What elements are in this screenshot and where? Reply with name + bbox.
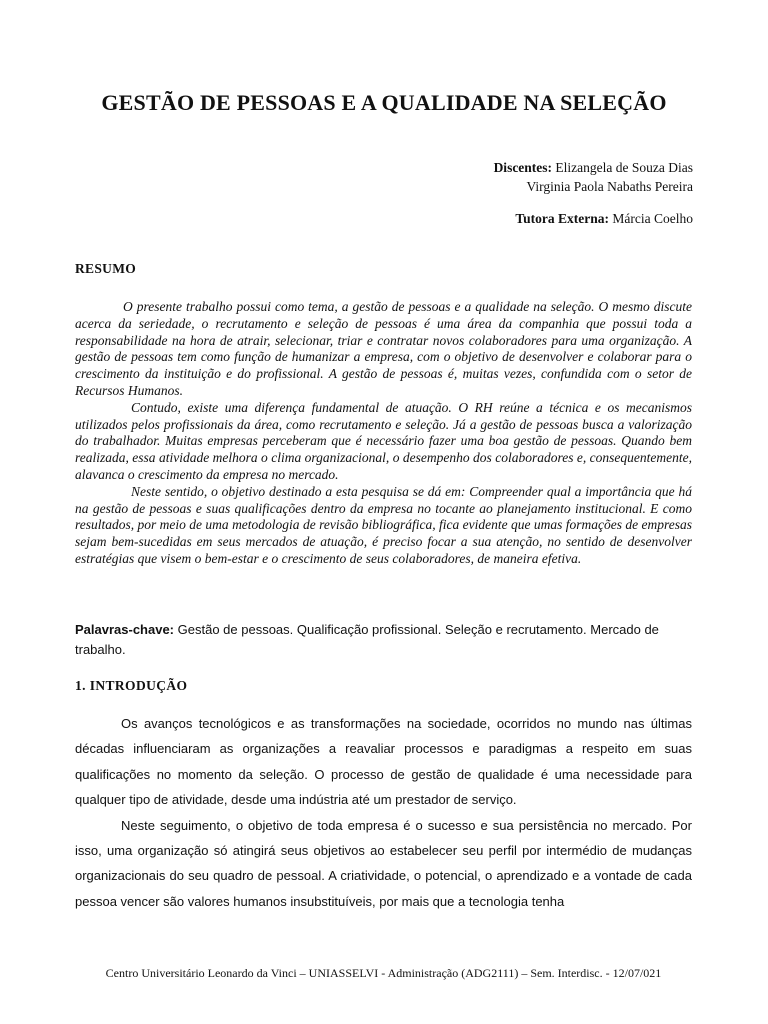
abstract-paragraph-2: Contudo, existe uma diferença fundamental de atuação. O RH reúne a técnica e os mecanismos utilizados pelos profissionais da área, como recrutamento e seleção. Já a gestão de pessoas busca a valorização do trabalhador. Muitas empresas perceberam que é necessário fazer uma boa gestão de pessoas. Quando bem realizada, essa atividade melhora o clima organizacional, o desempenho dos colaboradores e, consequentemente, alavanca o crescimento da empresa no mercado. (75, 399, 692, 482)
tutor-name: Márcia Coelho (612, 211, 693, 226)
paper-title: GESTÃO DE PESSOAS E A QUALIDADE NA SELEÇÃO (101, 90, 667, 115)
author-name-2: Virginia Paola Nabaths Pereira (526, 179, 693, 194)
author-line-1 (494, 158, 693, 177)
page-footer: Centro Universitário Leonardo da Vinci – UNIASSELVI - Administração (ADG2111) – Sem. Interdisc. - 12/07/021 (105, 966, 662, 980)
keywords-block (75, 620, 692, 659)
introduction-body (75, 711, 692, 914)
tutor-block (515, 209, 693, 228)
introduction-heading: 1. INTRODUÇÃO (75, 678, 188, 693)
tutor-label: Tutora Externa: (515, 211, 610, 226)
abstract-paragraph-3: Neste sentido, o objetivo destinado a esta pesquisa se dá em: Compreender qual a importância que há na gestão de pessoas e suas qualificações dentro da empresa no tocante ao planejamento institucional. E como resultados, por meio de uma metodologia de revisão bibliográfica, fica evidente que umas formações de empresas sejam bem-sucedidas em seus mercados de atuação, é preciso focar a sua atenção, no sentido de desenvolver estratégias que visem o bem-estar e o crescimento de seus colaboradores, de maneira efetiva. (75, 483, 692, 566)
authors-block (494, 158, 693, 196)
introduction-paragraph-2: Neste seguimento, o objetivo de toda empresa é o sucesso e sua persistência no mercado. Por isso, uma organização só atingirá seus objetivos ao estabelecer seu perfil por intermédio de mudanças organizacionais do seu quadro de pessoal. A criatividade, o potencial, o aprendizado e a vontade de cada pessoa vencer são valores humanos insubstituíveis, por mais que a tecnologia tenha (75, 817, 692, 909)
keywords-label: Palavras-chave: (75, 622, 175, 637)
authors-label: Discentes: (493, 160, 553, 175)
author-name-1: Elizangela de Souza Dias (555, 160, 693, 175)
abstract-heading: RESUMO (75, 261, 137, 276)
author-line-2 (494, 177, 693, 196)
abstract-body (75, 299, 692, 568)
keywords-text: Gestão de pessoas. Qualificação profissional. Seleção e recrutamento. Mercado de trabalho. (75, 622, 659, 657)
introduction-paragraph-1: Os avanços tecnológicos e as transformações na sociedade, ocorridos no mundo nas últimas décadas influenciaram as organizações a reavaliar processos e paradigmas a respeito em suas qualificações no momento da seleção. O processo de gestão de qualidade é uma necessidade para qualquer tipo de atividade, desde uma indústria até um prestador de serviço. (75, 716, 692, 808)
abstract-paragraph-1: O presente trabalho possui como tema, a gestão de pessoas e a qualidade na seleção. O mesmo discute acerca da seriedade, o recrutamento e seleção de pessoas é uma área da companhia que possui toda a responsabilidade na hora de atrair, selecionar, triar e contratar novos colaboradores para uma organização. A gestão de pessoas tem como função de humanizar a empresa, com o objetivo de desenvolver e colaborar para o crescimento da instituição e do profissional. A gestão de pessoas é, muitas vezes, confundida com o setor de Recursos Humanos. (75, 299, 692, 398)
